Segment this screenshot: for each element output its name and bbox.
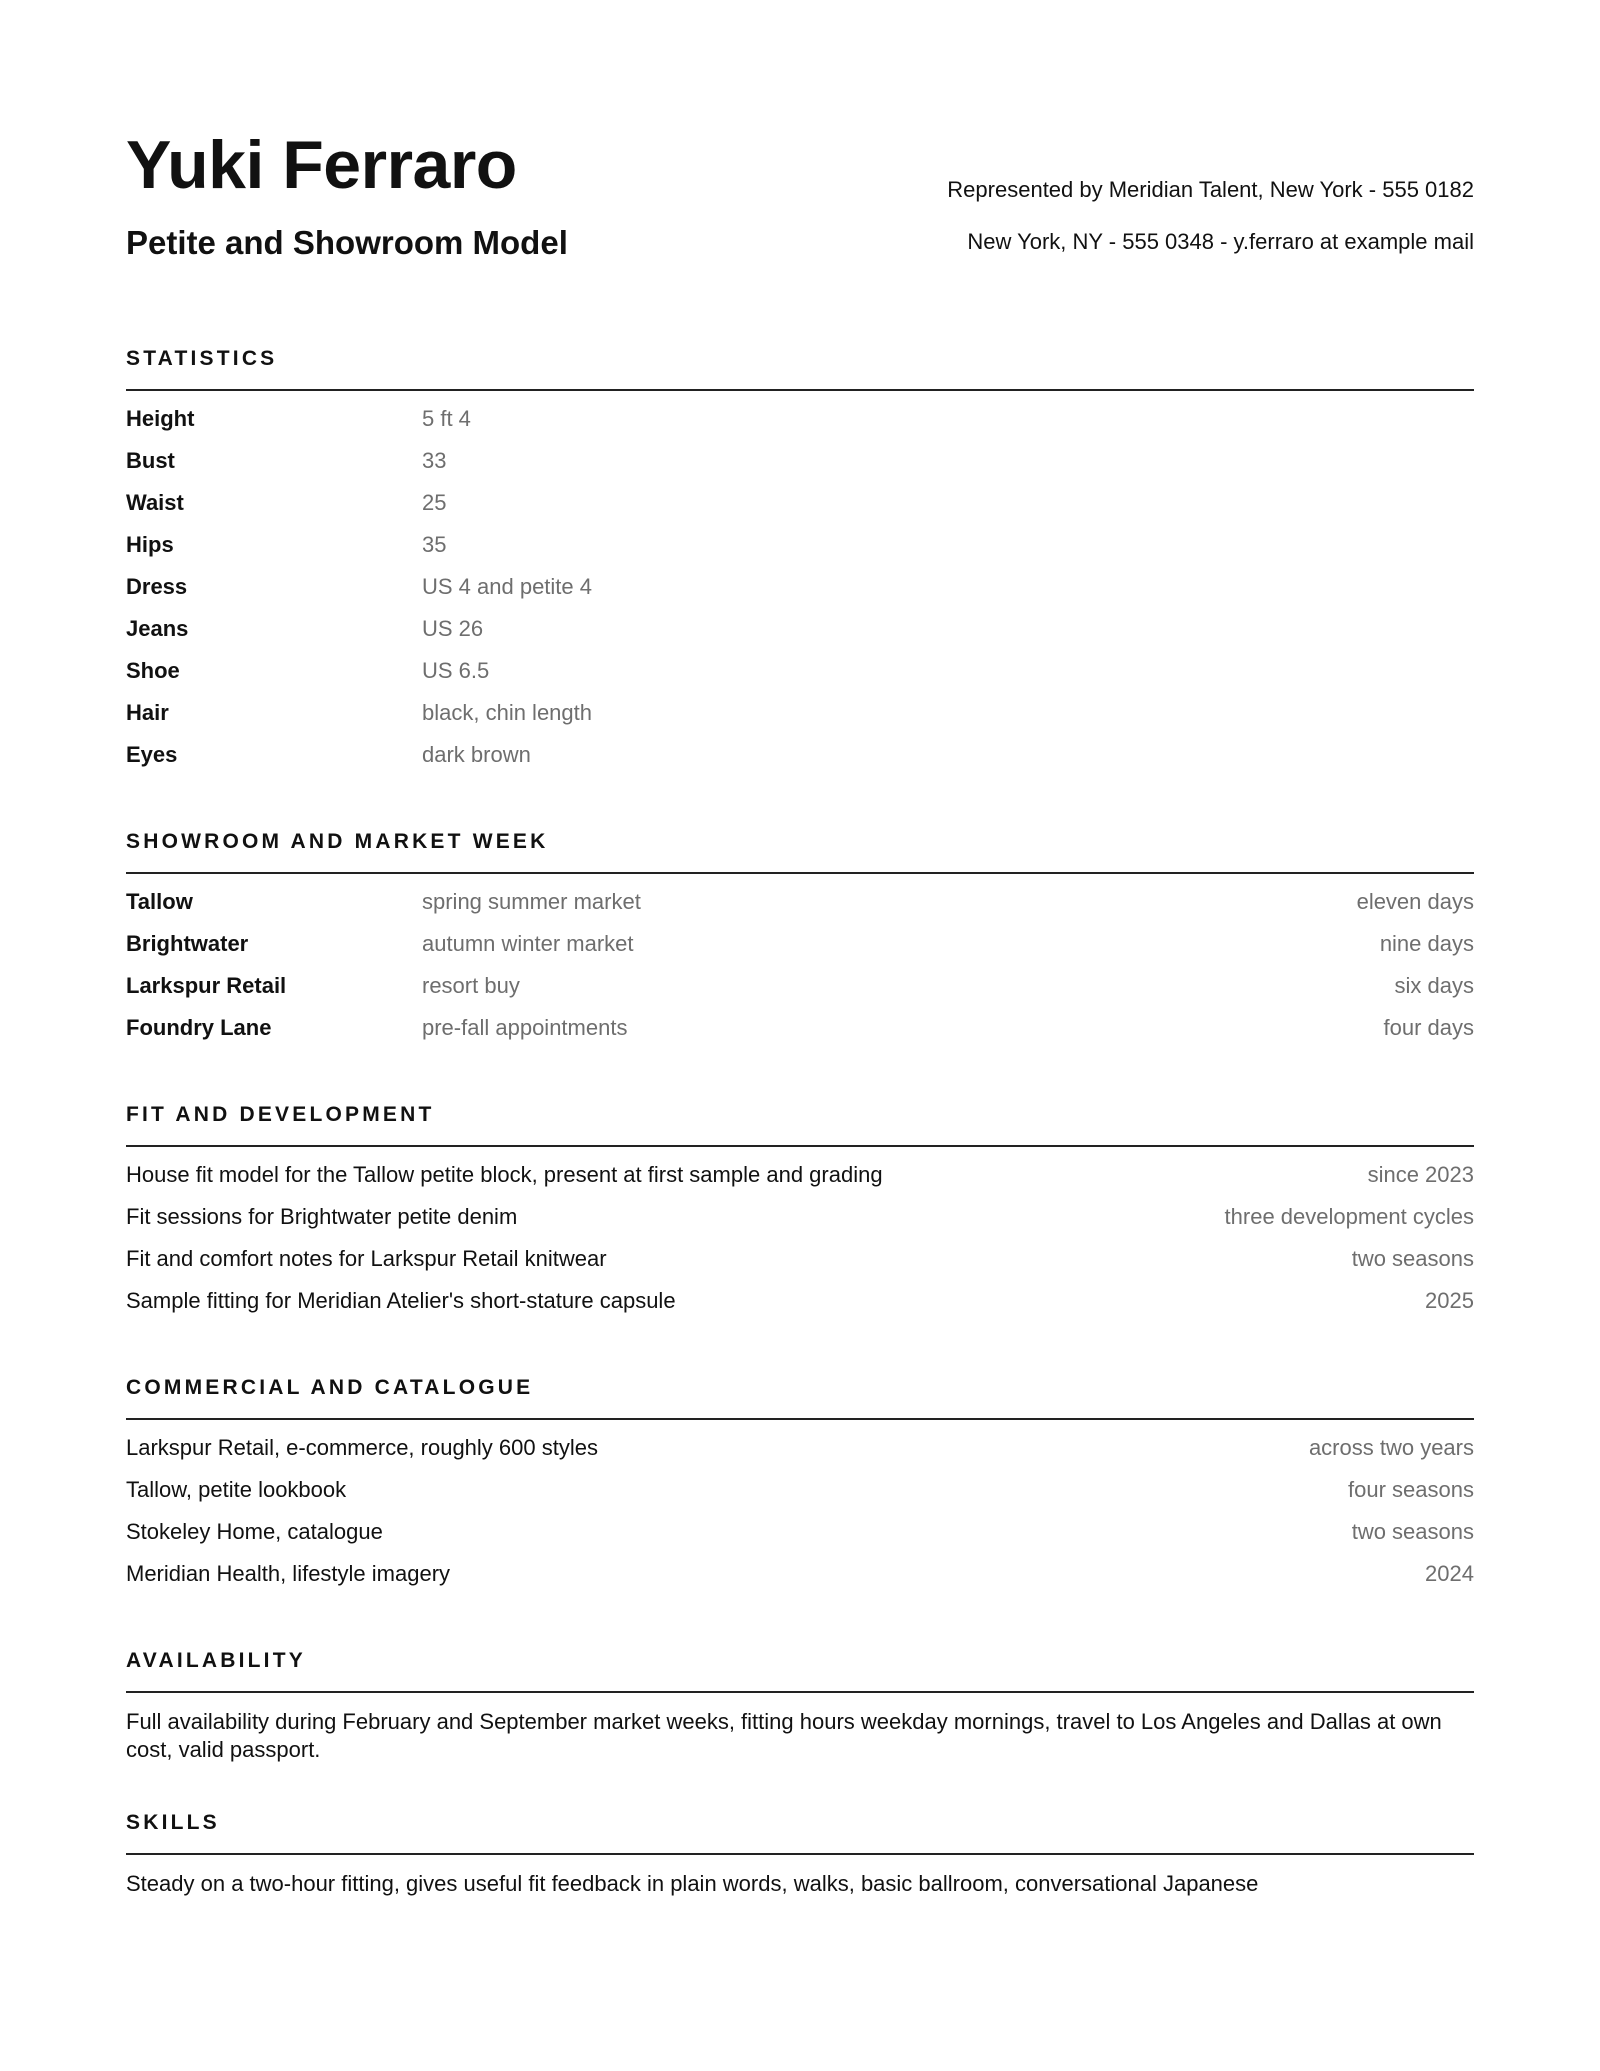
commercial-section — [126, 1377, 1474, 1603]
stat-label: Bust — [126, 447, 175, 473]
stat-row — [126, 532, 1474, 574]
stat-row — [126, 406, 1474, 448]
commercial-row — [126, 1561, 1474, 1603]
stat-row — [126, 700, 1474, 742]
showroom-section — [126, 831, 1474, 1057]
commercial-list — [126, 1420, 1474, 1603]
fit-description: Sample fitting for Meridian Atelier's short-stature capsule — [126, 1287, 676, 1313]
stat-value: 35 — [422, 531, 447, 557]
commercial-description: Meridian Health, lifestyle imagery — [126, 1560, 451, 1586]
showroom-row — [126, 931, 1474, 973]
market-type: pre-fall appointments — [422, 1014, 628, 1040]
commercial-row — [126, 1519, 1474, 1561]
stat-value: US 4 and petite 4 — [422, 573, 593, 599]
model-category: Petite and Showroom Model — [126, 224, 568, 261]
commercial-row — [126, 1477, 1474, 1519]
section-title: COMMERCIAL AND CATALOGUE — [126, 1377, 1474, 1420]
commercial-period: across two years — [1308, 1434, 1474, 1460]
fit-section — [126, 1104, 1474, 1330]
stat-label: Height — [126, 405, 195, 431]
client-name: Larkspur Retail — [126, 972, 287, 998]
resume-header — [126, 125, 1474, 282]
availability-section — [126, 1650, 1474, 1765]
stat-row — [126, 658, 1474, 700]
client-name: Brightwater — [126, 930, 249, 956]
fit-description: House fit model for the Tallow petite block, present at first sample and grading — [126, 1161, 883, 1187]
commercial-row — [126, 1435, 1474, 1477]
duration: eleven days — [1356, 888, 1474, 914]
commercial-description: Stokeley Home, catalogue — [126, 1518, 383, 1544]
fit-description: Fit and comfort notes for Larkspur Retail knitwear — [126, 1245, 607, 1271]
stat-label: Hair — [126, 699, 169, 725]
client-name: Foundry Lane — [126, 1014, 272, 1040]
fit-row — [126, 1162, 1474, 1204]
section-title: FIT AND DEVELOPMENT — [126, 1104, 1474, 1147]
stat-value: US 26 — [422, 615, 484, 641]
duration: nine days — [1379, 930, 1474, 956]
market-type: resort buy — [422, 972, 520, 998]
showroom-row — [126, 889, 1474, 931]
agency-contact: Represented by Meridian Talent, New York - 555 0182 — [947, 177, 1474, 202]
fit-period: since 2023 — [1367, 1161, 1474, 1187]
statistics-list — [126, 391, 1474, 784]
stat-value: black, chin length — [422, 699, 592, 725]
stat-row — [126, 616, 1474, 658]
commercial-period: four seasons — [1348, 1476, 1474, 1502]
stat-row — [126, 448, 1474, 490]
section-title: SKILLS — [126, 1812, 1474, 1855]
contact-block — [947, 125, 1474, 282]
market-type: autumn winter market — [422, 930, 634, 956]
skills-section — [126, 1812, 1474, 1899]
commercial-description: Tallow, petite lookbook — [126, 1476, 347, 1502]
stat-value: dark brown — [422, 741, 531, 767]
showroom-row — [126, 973, 1474, 1015]
stat-value: 25 — [422, 489, 447, 515]
identity-block — [126, 125, 568, 261]
availability-text: Full availability during February and September market weeks, fitting hours weekday mornings, travel to Los Angeles and Dallas at own cost, valid passport. — [126, 1708, 1442, 1763]
duration: six days — [1394, 972, 1474, 998]
stat-label: Shoe — [126, 657, 180, 683]
fit-period: 2025 — [1425, 1287, 1474, 1313]
statistics-section — [126, 348, 1474, 784]
fit-row — [126, 1246, 1474, 1288]
stat-row — [126, 490, 1474, 532]
stat-label: Eyes — [126, 741, 178, 767]
stat-row — [126, 574, 1474, 616]
commercial-period: 2024 — [1425, 1560, 1474, 1586]
fit-period: three development cycles — [1224, 1203, 1474, 1229]
stat-label: Dress — [126, 573, 188, 599]
commercial-description: Larkspur Retail, e-commerce, roughly 600 styles — [126, 1434, 598, 1460]
personal-contact: New York, NY - 555 0348 - y.ferraro at example mail — [967, 229, 1474, 255]
duration: four days — [1383, 1014, 1474, 1040]
fit-row — [126, 1288, 1474, 1330]
showroom-row — [126, 1015, 1474, 1057]
stat-label: Hips — [126, 531, 174, 557]
fit-description: Fit sessions for Brightwater petite denim — [126, 1203, 518, 1229]
stat-label: Jeans — [126, 615, 189, 641]
section-title: AVAILABILITY — [126, 1650, 1474, 1693]
stat-label: Waist — [126, 489, 184, 515]
stat-value: 33 — [422, 447, 447, 473]
fit-period: two seasons — [1351, 1245, 1474, 1271]
client-name: Tallow — [126, 888, 193, 914]
stat-row — [126, 742, 1474, 784]
stat-value: 5 ft 4 — [422, 405, 471, 431]
fit-list — [126, 1147, 1474, 1330]
commercial-period: two seasons — [1351, 1518, 1474, 1544]
stat-value: US 6.5 — [422, 657, 490, 683]
market-type: spring summer market — [422, 888, 641, 914]
model-name: Yuki Ferraro — [126, 127, 517, 203]
skills-text: Steady on a two-hour fitting, gives useful fit feedback in plain words, walks, basic ballroom, conversational Japanese — [126, 1870, 1259, 1896]
fit-row — [126, 1204, 1474, 1246]
section-title: SHOWROOM AND MARKET WEEK — [126, 831, 1474, 874]
showroom-list — [126, 874, 1474, 1057]
section-title: STATISTICS — [126, 348, 1474, 391]
